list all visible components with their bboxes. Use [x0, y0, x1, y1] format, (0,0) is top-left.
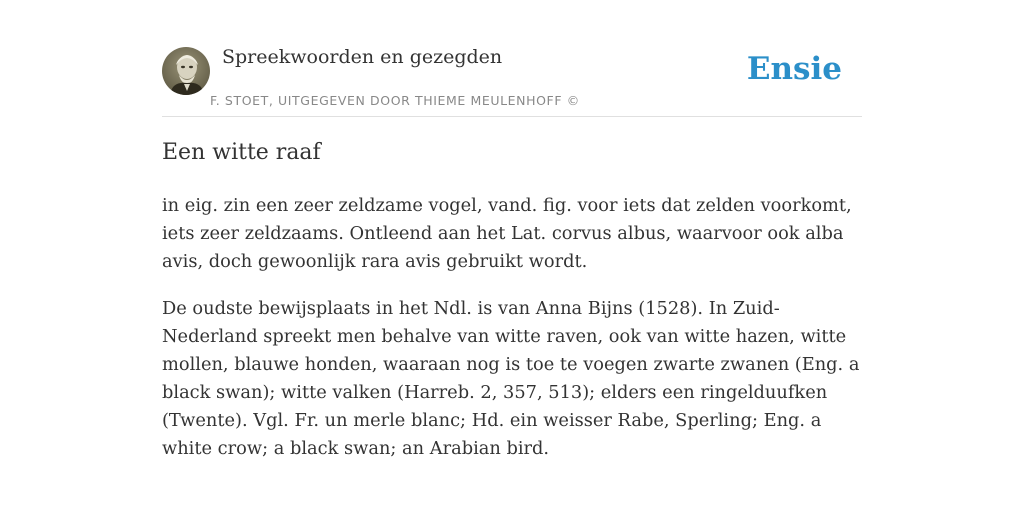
entry-paragraph: De oudste bewijsplaats in het Ndl. is van Anna Bijns (1528). In Zuid-Nederland spreekt men behalve van witte raven, ook van witte hazen, witte mollen, blauwe honden, waaraan nog is toe te voegen zwarte zwanen (Eng. a black swan); witte valken (Harreb. 2, 357, 513); elders een ringelduufken (Twente). Vgl. Fr. un merle blanc; Hd. ein weisser Rabe, Sperling; Eng. a white crow; a black swan; an Arabian bird. [162, 298, 860, 459]
entry-paragraph: in eig. zin een zeer zeldzame vogel, vand. fig. voor iets dat zelden voorkomt, iets zeer zeldzaams. Ontleend aan het Lat. corvus albus, waarvoor ook alba avis, doch gewoonlijk rara avis gebruikt wordt. [162, 195, 852, 272]
book-meta: F. STOET, UITGEGEVEN DOOR THIEME MEULENHOFF © [210, 93, 580, 108]
entry-title: Een witte raaf [162, 140, 321, 165]
page-header [162, 46, 862, 117]
entry-body [162, 192, 862, 482]
book-title[interactable]: Spreekwoorden en gezegden [222, 46, 503, 68]
author-portrait-icon[interactable] [162, 47, 210, 95]
ensie-logo[interactable]: Ensie [746, 51, 842, 87]
